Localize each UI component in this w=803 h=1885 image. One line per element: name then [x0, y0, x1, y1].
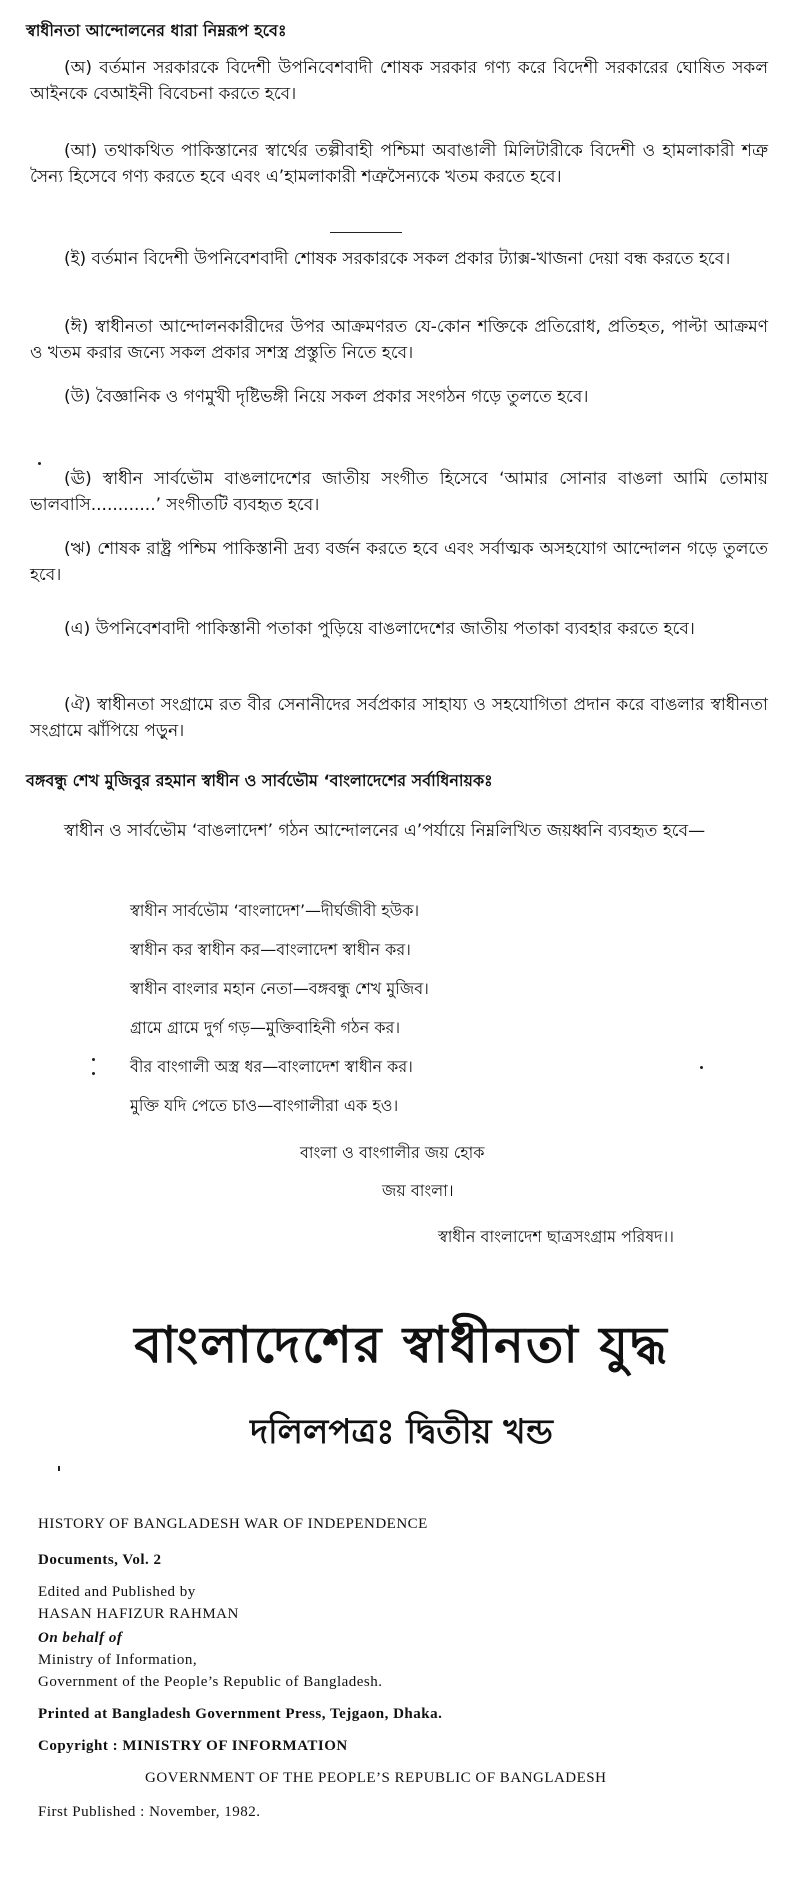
- directive-uu: (ঊ) স্বাধীন সার্বভৌম বাঙলাদেশের জাতীয় সংগীত হিসেবে ‘আমার সোনার বাঙলা আমি তোমায় ভালবাসি............’ সংগীতটি ব্যবহৃত হবে।: [30, 469, 768, 515]
- signature: স্বাধীন বাংলাদেশ ছাত্রসংগ্রাম পরিষদ।।: [438, 1227, 674, 1246]
- directive-oi: (ঐ) স্বাধীনতা সংগ্রামে রত বীর সেনানীদের সর্বপ্রকার সাহায্য ও সহযোগিতা প্রদান করে বাঙলার স্বাধীনতা সংগ্রামে ঝাঁপিয়ে পড়ুন।: [30, 695, 768, 741]
- speck: [92, 1058, 95, 1061]
- on-behalf-of: On behalf of: [38, 1630, 123, 1646]
- slogan-item: গ্রামে গ্রামে দুর্গ গড়—মুক্তিবাহিনী গঠন কর।: [130, 1018, 401, 1037]
- speck: [38, 462, 41, 465]
- book-subtitle-bengali: দলিলপত্রঃ দ্বিতীয় খন্ড: [250, 1412, 553, 1452]
- book-title-english: HISTORY OF BANGLADESH WAR OF INDEPENDENCE: [38, 1516, 428, 1532]
- documents-volume: Documents, Vol. 2: [38, 1552, 162, 1568]
- speck: [700, 1066, 703, 1069]
- directive-ri: (ঋ) শোষক রাষ্ট্র পশ্চিম পাকিস্তানী দ্রব্য বর্জন করতে হবে এবং সর্বাত্মক অসহযোগ আন্দোলন গড়ে তুলতে হবে।: [30, 539, 768, 585]
- slogan-item: স্বাধীন সার্বভৌম ‘বাংলাদেশ’—দীর্ঘজীবী হউক।: [130, 901, 420, 920]
- book-title-bengali: বাংলাদেশের স্বাধীনতা যুদ্ধ: [134, 1316, 669, 1374]
- closing-line-1: বাংলা ও বাংগালীর জয় হোক: [300, 1143, 485, 1162]
- intro-heading: স্বাধীনতা আন্দোলনের ধারা নিম্নরূপ হবেঃ: [26, 21, 287, 40]
- printed-at: Printed at Bangladesh Government Press, Tejgaon, Dhaka.: [38, 1706, 443, 1722]
- speck: [58, 1466, 60, 1471]
- commander-heading: বঙ্গবন্ধু শেখ মুজিবুর রহমান স্বাধীন ও সার্বভৌম ‘বাংলাদেশের সর্বাধিনায়কঃ: [26, 771, 493, 790]
- first-published: First Published : November, 1982.: [38, 1804, 261, 1820]
- slogan-item: স্বাধীন বাংলার মহান নেতা—বঙ্গবন্ধু শেখ মুজিব।: [130, 979, 429, 998]
- directive-e: (এ) উপনিবেশবাদী পাকিস্তানী পতাকা পুড়িয়ে বাঙলাদেশের জাতীয় পতাকা ব্যবহার করতে হবে।: [64, 619, 695, 639]
- government-name: Government of the People’s Republic of Bangladesh.: [38, 1674, 383, 1690]
- copyright-line: Copyright : MINISTRY OF INFORMATION: [38, 1738, 348, 1754]
- directive-a: (অ) বর্তমান সরকারকে বিদেশী উপনিবেশবাদী শোষক সরকার গণ্য করে বিদেশী সরকারের ঘোষিত সকল আইনকে বেআইনী বিবেচনা করতে হবে।: [30, 58, 768, 104]
- editor-name: HASAN HAFIZUR RAHMAN: [38, 1606, 239, 1622]
- directive-u: (উ) বৈজ্ঞানিক ও গণমুখী দৃষ্টিভঙ্গী নিয়ে সকল প্রকার সংগঠন গড়ে তুলতে হবে।: [64, 387, 589, 407]
- slogan-intro: স্বাধীন ও সার্বভৌম ‘বাঙলাদেশ’ গঠন আন্দোলনের এ’পর্যায়ে নিম্নলিখিত জয়ধ্বনি ব্যবহৃত হবে—: [64, 821, 706, 841]
- divider-line: [330, 232, 402, 233]
- directive-i: (ই) বর্তমান বিদেশী উপনিবেশবাদী শোষক সরকারকে সকল প্রকার ট্যাক্স-খাজনা দেয়া বন্ধ করতে হবে।: [64, 249, 731, 269]
- directive-aa: (আ) তথাকথিত পাকিস্তানের স্বার্থের তল্পীবাহী পশ্চিমা অবাঙালী মিলিটারীকে বিদেশী ও হামলাকারী শত্রু সৈন্য হিসেবে গণ্য করতে হবে এবং এ’হামলাকারী শত্রুসৈন্যকে খতম করতে হবে।: [30, 141, 768, 187]
- ministry-name: Ministry of Information,: [38, 1652, 198, 1668]
- directive-ii: (ঈ) স্বাধীনতা আন্দোলনকারীদের উপর আক্রমণরত যে-কোন শক্তিকে প্রতিরোধ, প্রতিহত, পাল্টা আক্রমণ ও খতম করার জন্যে সকল প্রকার সশস্ত্র প্রস্তুতি নিতে হবে।: [30, 317, 768, 363]
- edited-published-by: Edited and Published by: [38, 1584, 196, 1600]
- copyright-government: GOVERNMENT OF THE PEOPLE’S REPUBLIC OF BANGLADESH: [145, 1770, 607, 1786]
- closing-line-2: জয় বাংলা।: [382, 1181, 454, 1200]
- slogan-item: স্বাধীন কর স্বাধীন কর—বাংলাদেশ স্বাধীন কর।: [130, 940, 411, 959]
- speck: [92, 1072, 95, 1075]
- slogan-item: মুক্তি যদি পেতে চাও—বাংগালীরা এক হও।: [130, 1096, 399, 1115]
- slogan-item: বীর বাংগালী অস্ত্র ধর—বাংলাদেশ স্বাধীন কর।: [130, 1057, 413, 1076]
